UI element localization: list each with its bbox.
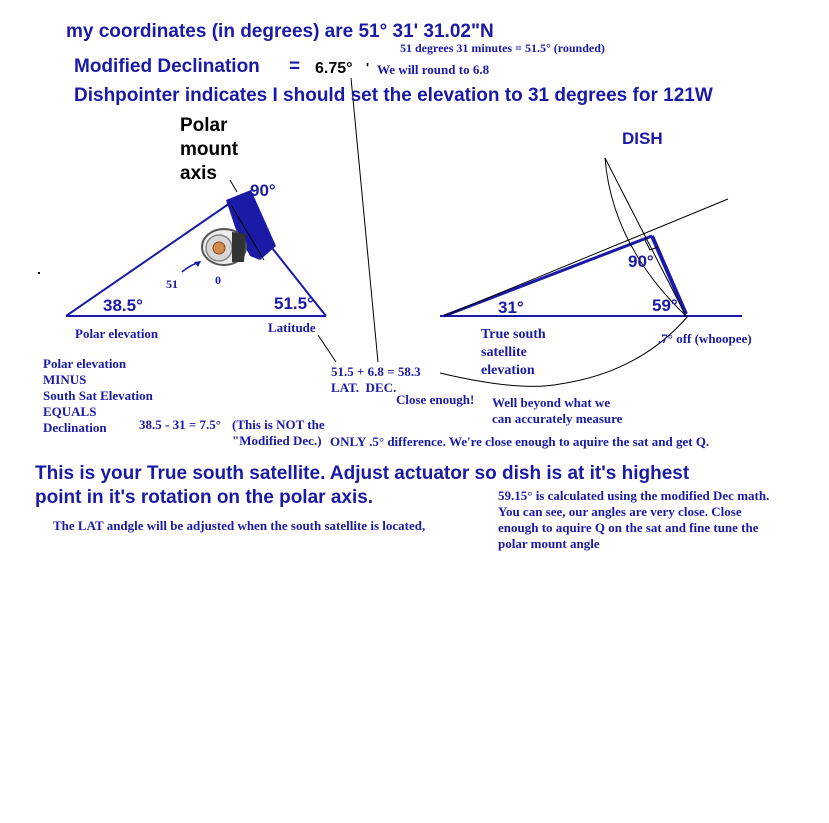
lat-adjust-note: The LAT andgle will be adjusted when the south satellite is located, bbox=[53, 518, 426, 533]
lat-dec-sum: 51.5 + 6.8 = 58.3 bbox=[331, 364, 421, 379]
modified-declination-label: Modified Declination bbox=[74, 56, 260, 77]
extension-line bbox=[444, 199, 728, 316]
polar-list-item: EQUALS bbox=[43, 404, 97, 419]
equals-sign: = bbox=[289, 56, 301, 77]
polar-list-item: MINUS bbox=[43, 372, 87, 387]
polar-title-line3: axis bbox=[180, 163, 217, 184]
degrees-note: 51 degrees 31 minutes = 51.5° (rounded) bbox=[400, 41, 605, 55]
right-hypotenuse-line bbox=[444, 236, 652, 316]
close-enough-curve bbox=[440, 316, 688, 386]
left-apex-angle: 90° bbox=[250, 181, 276, 200]
calc-note-line2: You can see, our angles are very close. Close bbox=[498, 504, 742, 519]
inner-label-0: 0 bbox=[215, 273, 221, 287]
close-enough-label: Close enough! bbox=[396, 392, 475, 407]
left-right-angle: 51.5° bbox=[274, 294, 314, 313]
dec-connector-line bbox=[351, 78, 378, 362]
coordinates-heading: my coordinates (in degrees) are 51° 31' 31.02"N bbox=[66, 21, 494, 42]
inner-label-51: 51 bbox=[166, 277, 178, 291]
polar-title-line1: Polar bbox=[180, 115, 228, 136]
declination-calc: 38.5 - 31 = 7.5° bbox=[139, 417, 221, 432]
axis-pointer-line bbox=[230, 180, 237, 192]
true-south-caption-line2: satellite bbox=[481, 345, 527, 360]
only-difference-note: ONLY .5° difference. We're close enough to aquire the sat and get Q. bbox=[330, 434, 710, 449]
not-modified-line1: (This is NOT the bbox=[232, 417, 325, 432]
true-south-statement-line2: point in it's rotation on the polar axis. bbox=[35, 487, 374, 508]
polar-elevation-caption: Polar elevation bbox=[75, 326, 159, 341]
true-south-caption-line3: elevation bbox=[481, 363, 535, 378]
dish-title: DISH bbox=[622, 129, 663, 148]
calc-note-line3: enough to aquire Q on the sat and fine tune the bbox=[498, 520, 759, 535]
dishpointer-line: Dishpointer indicates I should set the elevation to 31 degrees for 121W bbox=[74, 85, 713, 106]
actuator-motor-icon bbox=[202, 229, 246, 265]
true-south-statement-line1: This is your True south satellite. Adjust actuator so dish is at it's highest bbox=[35, 463, 690, 484]
lat-connector-line bbox=[318, 335, 336, 362]
tick-mark: ' bbox=[366, 60, 370, 75]
right-base-angle: 31° bbox=[498, 298, 524, 317]
calc-note-line4: polar mount angle bbox=[498, 536, 600, 551]
beyond-measure-line2: can accurately measure bbox=[492, 411, 623, 426]
polar-list-item: Polar elevation bbox=[43, 356, 127, 371]
polar-list-item: Declination bbox=[43, 420, 107, 435]
dish-curve-outer bbox=[605, 158, 686, 316]
right-apex-angle: 90° bbox=[628, 252, 654, 271]
left-base-angle: 38.5° bbox=[103, 296, 143, 315]
round-note: We will round to 6.8 bbox=[377, 62, 490, 77]
polar-title-line2: mount bbox=[180, 139, 239, 160]
latitude-caption: Latitude bbox=[268, 320, 316, 335]
right-right-angle: 59° bbox=[652, 296, 678, 315]
right-triangle bbox=[440, 158, 742, 316]
true-south-caption-line1: True south bbox=[481, 327, 546, 342]
beyond-measure-line1: Well beyond what we bbox=[492, 395, 611, 410]
modified-declination-value: 6.75° bbox=[315, 60, 353, 77]
polar-list-item: South Sat Elevation bbox=[43, 388, 153, 403]
calc-note-line1: 59.15° is calculated using the modified Dec math. bbox=[498, 488, 770, 503]
off-note: .7° off (whoopee) bbox=[658, 331, 752, 346]
not-modified-line2: "Modified Dec.) bbox=[232, 433, 322, 448]
lat-dec-labels: LAT. DEC. bbox=[331, 380, 397, 395]
